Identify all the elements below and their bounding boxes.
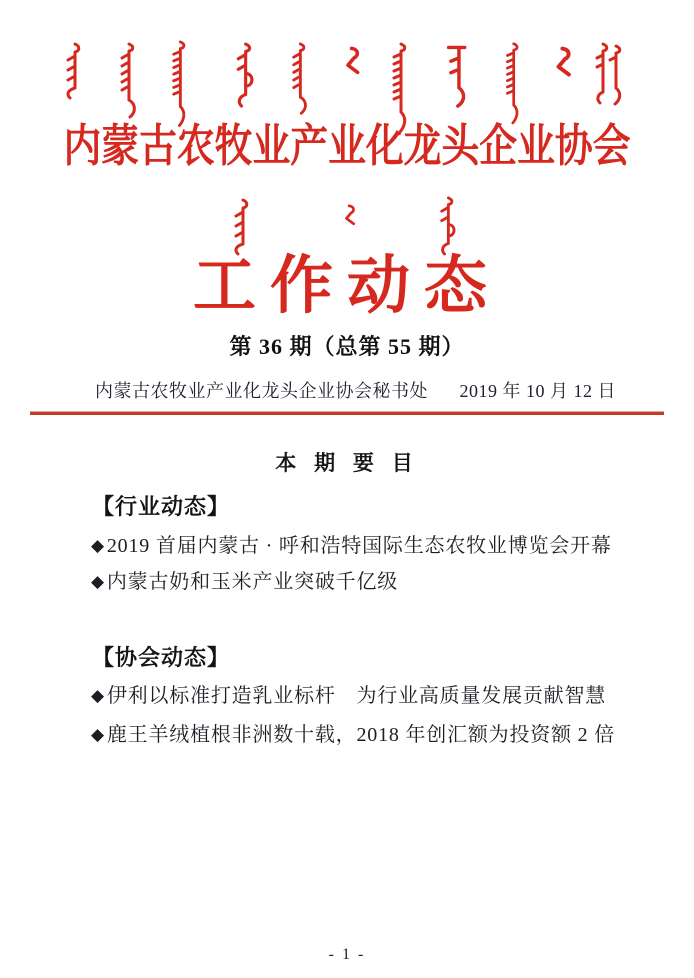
bulletin-title: 工作动态 [193, 251, 501, 321]
issue-number-line: 第 36 期（总第 55 期） [229, 334, 465, 359]
toc-item [91, 529, 644, 558]
toc-item [91, 565, 644, 594]
publisher-name: 内蒙古农牧业产业化龙头企业协会秘书处 [95, 381, 428, 401]
toc-section-association: 【协会动态】 [92, 645, 231, 670]
diamond-bullet-icon: ◆ [91, 572, 105, 591]
page-number: - 1 - [328, 946, 366, 963]
toc-item-text: 鹿王羊绒植根非洲数十载，2018 年创汇额为投资额 2 倍 [106, 724, 616, 746]
toc-item-text: 2019 首届内蒙古 · 呼和浩特国际生态农牧业博览会开幕 [106, 535, 612, 557]
toc-item-text: 内蒙古奶和玉米产业突破千亿级 [106, 571, 399, 593]
diamond-bullet-icon: ◆ [91, 686, 105, 705]
publish-date: 2019 年 10 月 12 日 [459, 381, 616, 401]
toc-item [91, 718, 644, 747]
toc-item [91, 679, 644, 708]
toc-heading: 本 期 要 目 [275, 452, 419, 475]
organization-title: 内蒙古农牧业产业化龙头企业协会 [63, 121, 631, 171]
publisher-row [95, 377, 616, 403]
toc-item-text: 伊利以标准打造乳业标杆 为行业高质量发展贡献智慧 [106, 685, 607, 707]
toc-section-industry: 【行业动态】 [92, 494, 231, 519]
diamond-bullet-icon: ◆ [91, 725, 105, 744]
diamond-bullet-icon: ◆ [91, 536, 105, 555]
masthead-divider-rule [30, 411, 664, 415]
